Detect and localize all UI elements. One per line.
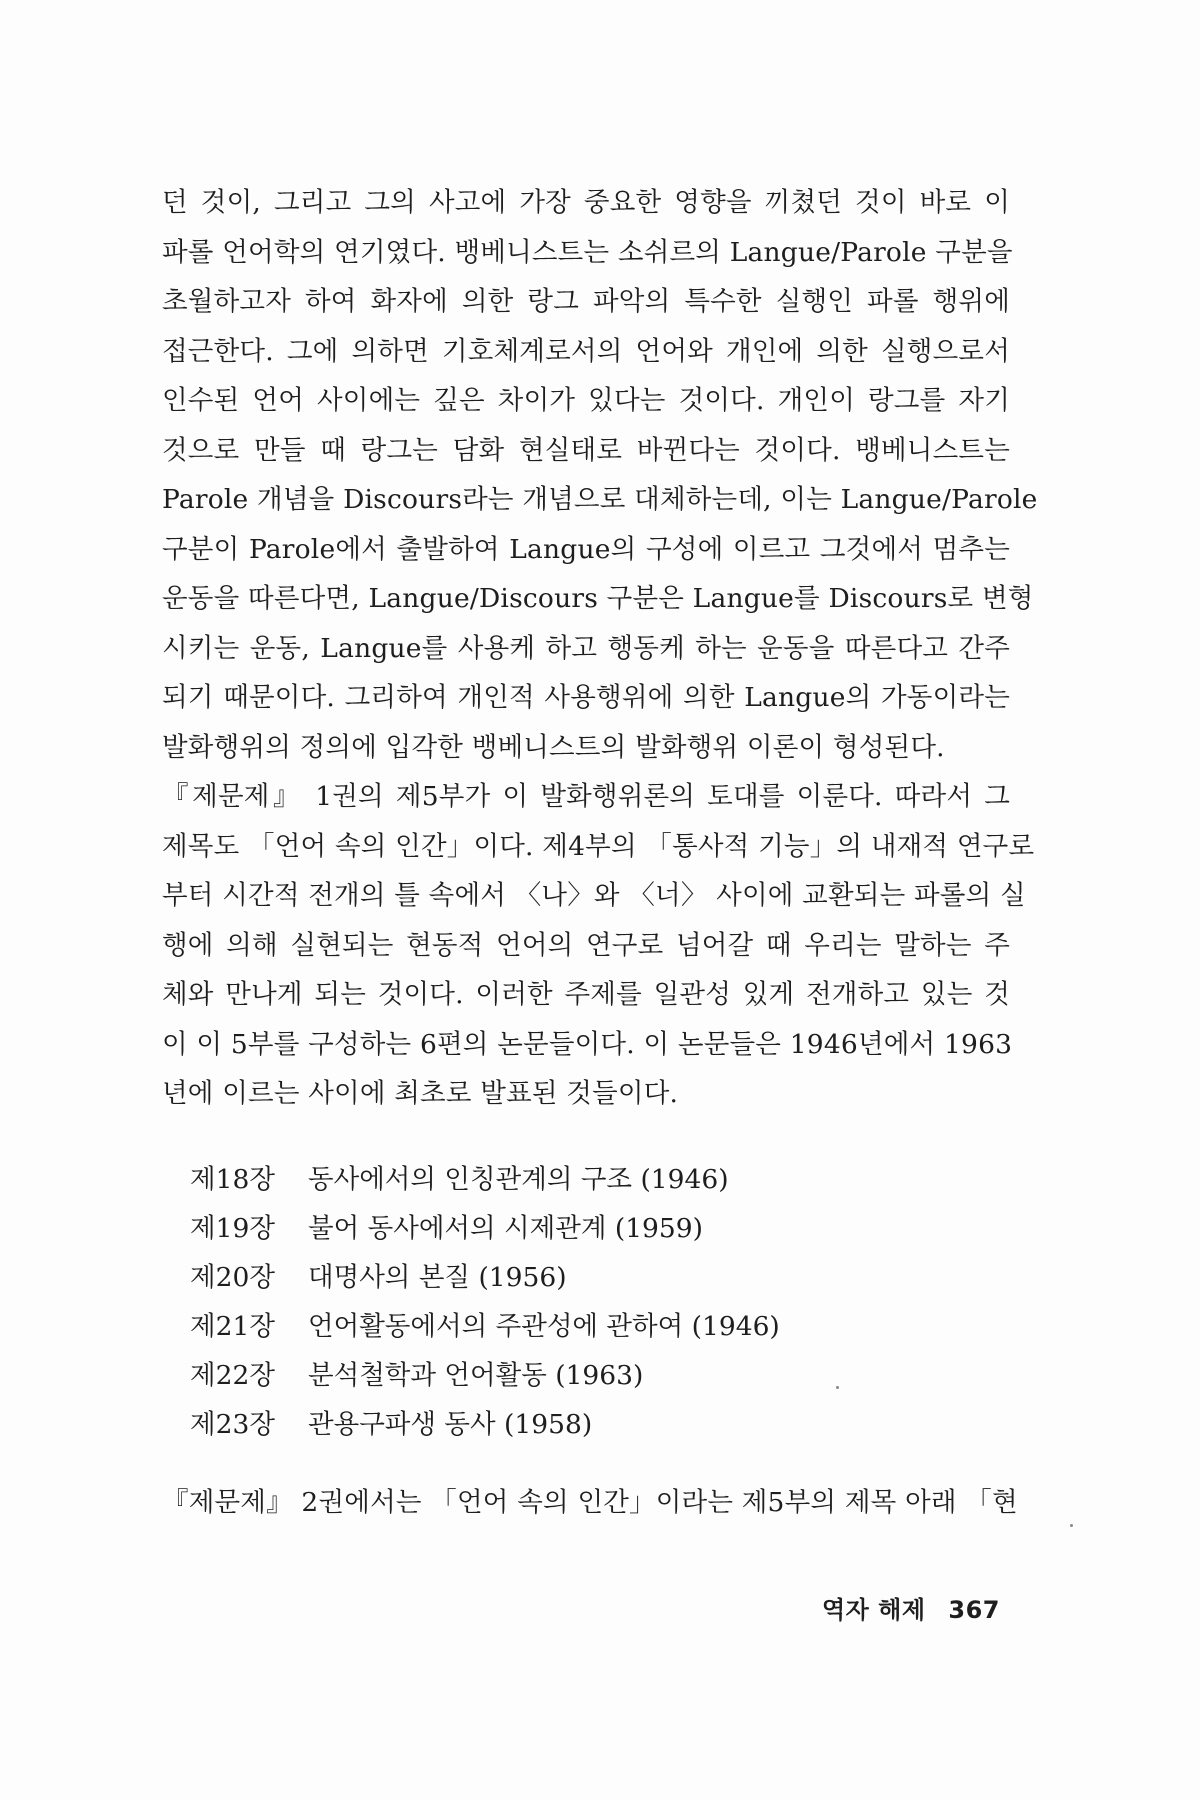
body-line-8: 구분이 Parole에서 출발하여 Langue의 구성에 이르고 그것에서 멈추는 xyxy=(162,533,1010,565)
chapter-number: 제19장 xyxy=(190,1213,275,1244)
section-label: 역자 해제 xyxy=(821,1596,926,1624)
chapter-number: 제22장 xyxy=(190,1360,275,1391)
page-number: 367 xyxy=(948,1596,1000,1624)
body-line-4: 접근한다. 그에 의하면 기호체계로서의 언어와 개인에 의한 실행으로서 xyxy=(162,335,1010,367)
body-line-17: 체와 만나게 되는 것이다. 이러한 주제를 일관성 있게 전개하고 있는 것 xyxy=(162,979,1010,1010)
chapter-title: 동사에서의 인칭관계의 구조 (1946) xyxy=(308,1164,729,1195)
body-line-13: 『제문제』 1권의 제5부가 이 발화행위론의 토대를 이룬다. 따라서 그 xyxy=(162,781,1010,812)
body-line-14: 제목도 「언어 속의 인간」이다. 제4부의 「통사적 기능」의 내재적 연구로 xyxy=(162,830,1035,862)
body-line-12: 발화행위의 정의에 입각한 뱅베니스트의 발화행위 이론이 형성된다. xyxy=(162,731,945,763)
body-line-19: 년에 이르는 사이에 최초로 발표된 것들이다. xyxy=(162,1078,679,1109)
body-line-16: 행에 의해 실현되는 현동적 언어의 연구로 넘어갈 때 우리는 말하는 주 xyxy=(162,929,1010,961)
body-line-15: 부터 시간적 전개의 틀 속에서 〈나〉와 〈너〉 사이에 교환되는 파롤의 실 xyxy=(162,880,1026,911)
body-line-11: 되기 때문이다. 그리하여 개인적 사용행위에 의한 Langue의 가동이라는 xyxy=(162,682,1010,713)
body-line-18: 이 이 5부를 구성하는 6편의 논문들이다. 이 논문들은 1946년에서 1963 xyxy=(162,1028,1013,1060)
chapter-list xyxy=(190,1155,890,1449)
chapter-title: 불어 동사에서의 시제관계 (1959) xyxy=(308,1213,703,1244)
scan-speck xyxy=(836,1386,839,1389)
body-line-7: Parole 개념을 Discours라는 개념으로 대체하는데, 이는 Langue/Parole xyxy=(162,484,1038,515)
chapter-list-item xyxy=(190,1155,890,1204)
chapter-title: 대명사의 본질 (1956) xyxy=(308,1262,567,1293)
chapter-list-item xyxy=(190,1351,890,1400)
chapter-list-item xyxy=(190,1253,890,1302)
chapter-title: 언어활동에서의 주관성에 관하여 (1946) xyxy=(308,1311,780,1342)
body-line-5: 인수된 언어 사이에는 깊은 차이가 있다는 것이다. 개인이 랑그를 자기 xyxy=(162,385,1010,416)
closing-paragraph xyxy=(162,1478,1018,1528)
chapter-number: 제18장 xyxy=(190,1164,275,1195)
closing-line: 『제문제』 2권에서는 「언어 속의 인간」이라는 제5부의 제목 아래 「현 xyxy=(162,1487,1018,1518)
chapter-number: 제21장 xyxy=(190,1311,275,1342)
scan-speck xyxy=(1070,1524,1073,1527)
chapter-number: 제23장 xyxy=(190,1409,275,1440)
body-line-6: 것으로 만들 때 랑그는 담화 현실태로 바뀐다는 것이다. 뱅베니스트는 xyxy=(162,434,1010,466)
chapter-title: 분석철학과 언어활동 (1963) xyxy=(308,1360,644,1391)
running-footer xyxy=(822,1590,1000,1625)
body-line-3: 초월하고자 하여 화자에 의한 랑그 파악의 특수한 실행인 파롤 행위에 xyxy=(162,286,1010,317)
chapter-title: 관용구파생 동사 (1958) xyxy=(308,1409,593,1440)
chapter-list-item xyxy=(190,1302,890,1351)
chapter-list-item xyxy=(190,1400,890,1449)
body-line-2: 파롤 언어학의 연기였다. 뱅베니스트는 소쉬르의 Langue/Parole 구분을 xyxy=(162,236,1013,268)
chapter-list-item xyxy=(190,1204,890,1253)
body-line-1: 던 것이, 그리고 그의 사고에 가장 중요한 영향을 끼쳤던 것이 바로 이 xyxy=(162,187,1010,218)
body-line-9: 운동을 따른다면, Langue/Discours 구분은 Langue를 Discours로 변형 xyxy=(162,583,1034,614)
chapter-number: 제20장 xyxy=(190,1262,275,1293)
body-text xyxy=(162,178,1038,1119)
body-line-10: 시키는 운동, Langue를 사용케 하고 행동케 하는 운동을 따른다고 간주 xyxy=(162,632,1010,664)
